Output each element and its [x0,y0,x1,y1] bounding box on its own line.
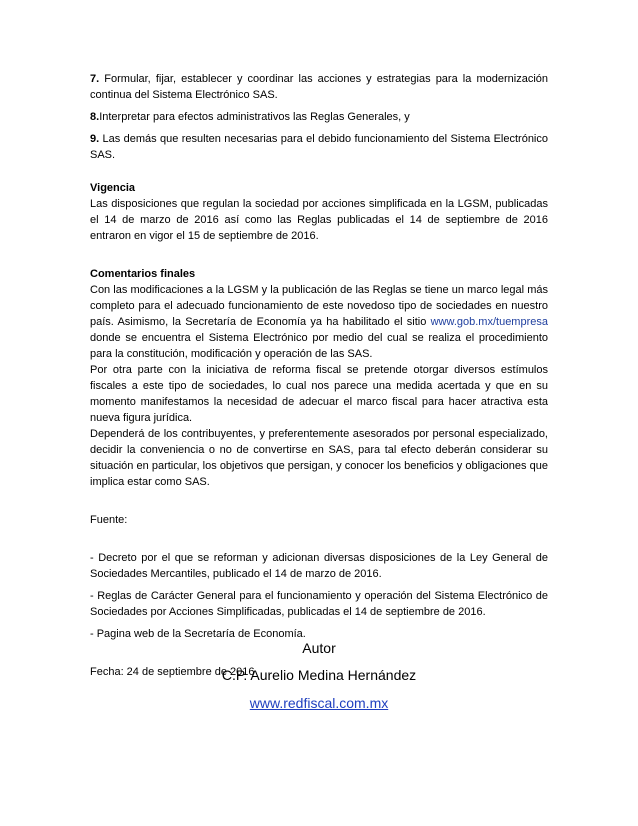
author-website-link[interactable]: www.redfiscal.com.mx [249,695,389,711]
author-heading: Autor [302,640,336,656]
author-website [0,694,638,712]
list-item-text: Formular, fijar, establecer y coordinar las acciones y estrategias para la modernización continua del Sistema Electrónico SAS. [90,73,548,101]
paragraph-comentarios-2: Por otra parte con la iniciativa de reforma fiscal se pretende otorgar diversos estímulos fiscales a este tipo de sociedades, lo cual nos parece una medida acertada y que en su momento manifestamos la necesidad de adecuar el marco fiscal para hacer atractiva esta nueva figura jurídica. [90,364,548,424]
paragraph-vigencia: Las disposiciones que regulan la sociedad por acciones simplificada en la LGSM, publicadas el 14 de marzo de 2016 así como las Reglas publicadas el 14 de septiembre de 2016 entraron en vigor el 15 de septiembre de 2016. [90,198,548,242]
paragraph-text: Con las modificaciones a la LGSM y la publicación de las Reglas se tiene un marco legal más completo para el adecuado funcionamiento de este novedoso tipo de sociedades en nuestro país. Asimismo, la Secretaría de Economía ya ha habilitado el sitio [90,284,548,328]
section-heading-comentarios: Comentarios finales [90,268,196,280]
list-item-number: 9. [90,133,100,145]
list-item-8 [90,109,548,125]
fuente-label: Fuente: [90,514,128,526]
list-item-number: 8. [90,111,100,123]
fuente-item-2: - Reglas de Carácter General para el funcionamiento y operación del Sistema Electrónico de Sociedades por Acciones Simplificadas, publicadas el 14 de septiembre de 2016. [90,590,548,618]
author-name: C.P. Aurelio Medina Hernández [221,667,417,683]
fuente-item-1: - Decreto por el que se reforman y adicionan diversas disposiciones de la Ley General de Sociedades Mercantiles, publicado el 14 de marzo de 2016. [90,552,548,580]
list-item-text: Interpretar para efectos administrativos las Reglas Generales, y [99,111,410,123]
document-body [90,71,548,680]
list-item-7 [90,71,548,103]
fecha-text: Fecha: 24 de septiembre de 2016 [90,666,255,678]
paragraph-comentarios-3: Dependerá de los contribuyentes, y preferentemente asesorados por personal especializado, decidir la conveniencia o no de convertirse en SAS, para tal efecto deberán considerar su situación en particular, los objetivos que persigan, y conocer los beneficios y obligaciones que implica estar como SAS. [90,428,548,488]
fuente-item-3: - Pagina web de la Secretaría de Economía. [90,628,306,640]
paragraph-comentarios-1 [90,282,548,362]
list-item-number: 7. [90,73,100,85]
list-item-9 [90,131,548,163]
section-heading-vigencia: Vigencia [90,182,136,194]
list-item-text: Las demás que resulten necesarias para el debido funcionamiento del Sistema Electrónico SAS. [90,133,548,161]
tuempresa-link[interactable]: www.gob.mx/tuempresa [430,316,548,328]
paragraph-text: donde se encuentra el Sistema Electrónico por medio del cual se realiza el procedimiento para la constitución, modificación y operación de las SAS. [90,332,548,360]
